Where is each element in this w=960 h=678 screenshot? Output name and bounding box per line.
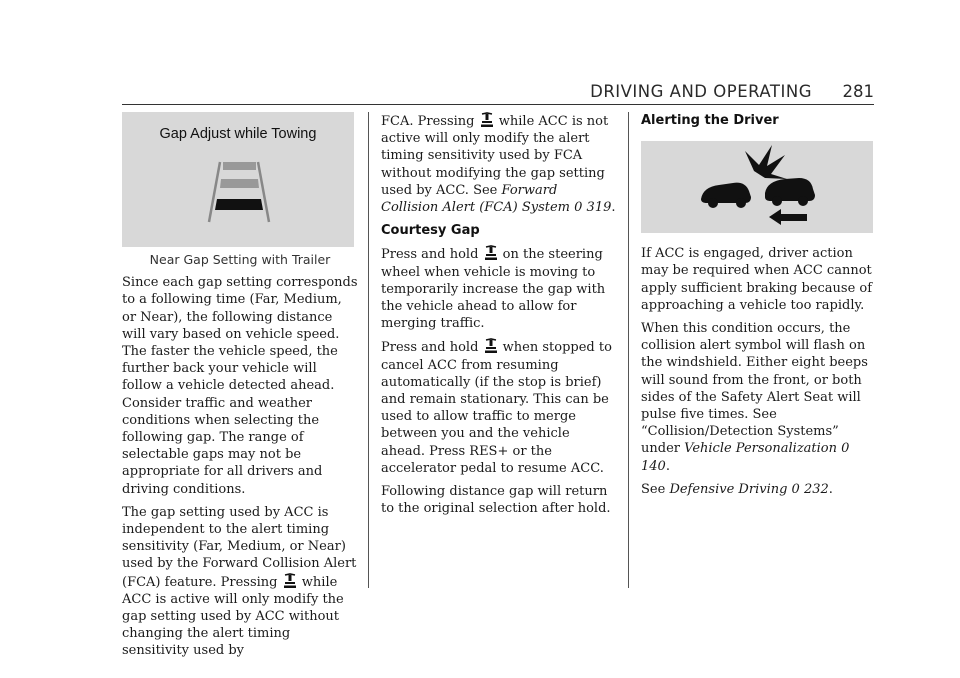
gap-button-icon — [484, 245, 498, 261]
paragraph — [381, 245, 617, 332]
column-1 — [122, 112, 358, 666]
paragraph-text: Following distance gap will return to the original selection after hold. — [381, 484, 611, 517]
paragraph-text: FCA. Pressing — [381, 114, 475, 129]
collision-alert-icon — [641, 141, 873, 233]
paragraph — [641, 320, 877, 475]
paragraph-text: while ACC is active will only modify the gap setting used by ACC without changing the alert timing sensitivity used by — [122, 574, 344, 659]
section-heading: Alerting the Driver — [641, 113, 779, 128]
paragraph-text: The gap setting used by ACC is independent to the alert timing sensitivity (Far, Medium, or Near) used by the Forward Collision Alert (FCA) feature. Pressing — [122, 504, 357, 590]
paragraph-text: . — [611, 200, 616, 216]
page-number: 281 — [842, 82, 874, 101]
figure-caption: Near Gap Setting with Trailer — [149, 252, 331, 267]
collision-alert-figure — [641, 141, 873, 233]
column-divider — [628, 112, 629, 588]
paragraph-text: while ACC is not active will only modify the alert timing sensitivity used by FCA without modifying the gap setting used by ACC. See — [381, 114, 609, 198]
paragraph-text: . — [665, 458, 670, 474]
cross-reference-link[interactable]: Forward Collision Alert (FCA) System — [381, 182, 571, 216]
cross-reference-link[interactable]: Defensive Driving 0 232 — [669, 481, 829, 497]
gap-button-icon — [480, 112, 494, 128]
paragraph-text: . — [828, 481, 833, 497]
column-divider — [368, 112, 369, 588]
paragraph — [122, 504, 358, 660]
paragraph — [641, 245, 877, 314]
paragraph-text: on the steering wheel when vehicle is moving to temporarily increase the gap with the vehicle ahead to allow for merging traffic. — [381, 247, 606, 332]
column-2 — [381, 112, 617, 523]
paragraph — [122, 274, 358, 498]
paragraph-text: Press and hold — [381, 247, 479, 263]
paragraph — [381, 338, 617, 477]
page-header — [122, 0, 874, 105]
gap-adjust-figure — [122, 112, 354, 247]
paragraph-text: when stopped to cancel ACC from resuming automatically (if the stop is brief) and remain stationary. This can be used to allow traffic to merge between you and the vehicle ahead. Press RES+ or the accelerator pedal to resume ACC. — [381, 340, 612, 476]
section-title: DRIVING AND OPERATING — [590, 82, 812, 101]
paragraph — [381, 112, 617, 216]
paragraph-text: See — [641, 481, 666, 497]
page-reference[interactable]: 0 319 — [574, 200, 612, 216]
column-3 — [641, 112, 877, 504]
paragraph — [641, 481, 877, 498]
gap-button-icon — [283, 573, 297, 589]
gap-bars-icon — [122, 112, 354, 247]
cross-reference-link[interactable]: Vehicle Personalization 0 140 — [641, 441, 850, 474]
figure-title: Gap Adjust while Towing — [159, 126, 317, 142]
gap-button-icon — [484, 338, 498, 354]
paragraph — [381, 483, 617, 517]
paragraph-text: If ACC is engaged, driver action may be required when ACC cannot apply sufficient braking because of approaching a vehicle too rapidly. — [641, 246, 873, 313]
paragraph-text: Since each gap setting corresponds to a following time (Far, Medium, or Near), the following distance will vary based on vehicle speed. The faster the vehicle speed, the further back your vehicle will follow a vehicle detected ahead. Consider traffic and weather conditions when selecting the following gap. The range of selectable gaps may not be appropriate for all drivers and driving conditions. — [122, 275, 358, 497]
paragraph-text: Press and hold — [381, 340, 479, 356]
paragraph-text: When this condition occurs, the collision alert symbol will flash on the windshield. Either eight beeps will sound from the front, or both sides of the Safety Alert Seat will pulse five times. See “Collision/Detection Systems” under — [641, 321, 868, 457]
section-heading: Courtesy Gap — [381, 223, 480, 239]
